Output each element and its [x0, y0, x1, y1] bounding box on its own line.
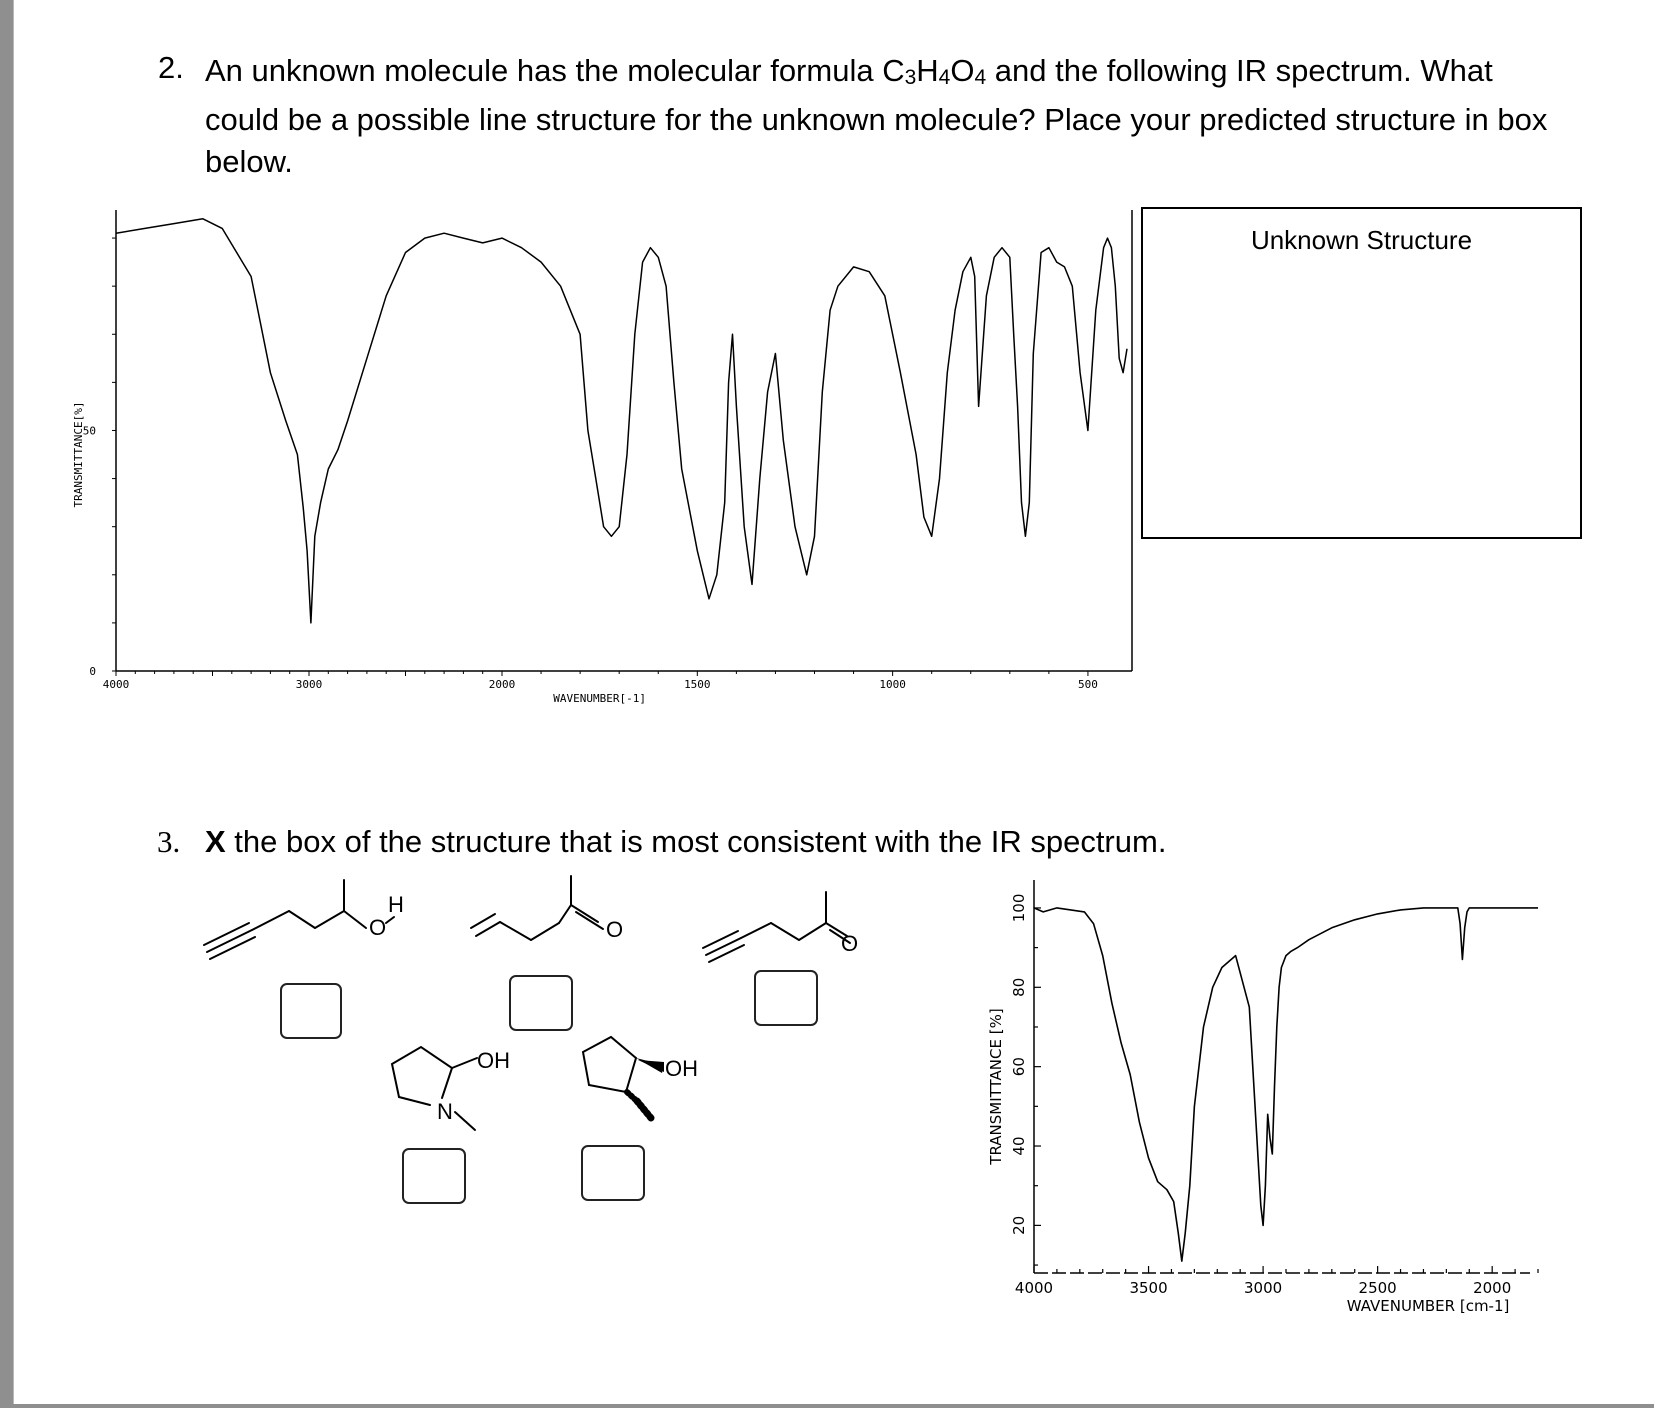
y-tick-label-2: 20 — [1010, 1215, 1028, 1235]
y-tick-label-2: 100 — [1010, 893, 1028, 923]
x-tick-label-1: 500 — [1078, 678, 1098, 691]
ir-spectrum-2 — [964, 880, 1584, 1330]
y-axis-title-1: TRANSMITTANCE[%] — [72, 401, 85, 508]
answer-checkbox-pentenone[interactable] — [509, 975, 573, 1031]
x-tick-label-2: 2500 — [1358, 1279, 1397, 1297]
atom-o-ketone-label-2: O — [841, 931, 859, 956]
question-3-body: the box of the structure that is most consistent with the IR spectrum. — [225, 824, 1167, 859]
structure-pentenone — [471, 876, 603, 940]
y-axis-title-2: TRANSMITTANCE [%] — [987, 1008, 1005, 1165]
answer-checkbox-pentynone[interactable] — [754, 970, 818, 1026]
atom-o-label: O — [369, 915, 387, 940]
atom-n-label: N — [437, 1099, 453, 1124]
answer-checkbox-pentynol[interactable] — [280, 983, 342, 1039]
atom-h-label: H — [388, 892, 404, 917]
x-axis-title-2: WAVENUMBER [cm-1] — [1346, 1297, 1510, 1315]
question-2-number: 2. — [158, 50, 184, 85]
structure-pyrrolidine-methanol — [392, 1047, 477, 1130]
x-tick-label-2: 2000 — [1473, 1279, 1512, 1297]
atom-oh-label-2: OH — [665, 1056, 698, 1081]
answer-checkbox-methylcyclopentanol[interactable] — [581, 1145, 645, 1201]
y-tick-label-1: 0 — [89, 665, 96, 678]
answer-checkbox-pyrrolidine-methanol[interactable] — [402, 1148, 466, 1204]
worksheet-page — [13, 0, 1654, 1404]
question-3-text — [205, 824, 1166, 860]
x-tick-label-1: 4000 — [102, 678, 130, 691]
x-tick-label-2: 3000 — [1243, 1279, 1283, 1297]
x-axis-title-1: WAVENUMBER[-1] — [553, 692, 647, 705]
structure-methylcyclopentanol — [583, 1037, 651, 1118]
question-3-bold-lead: X — [205, 824, 226, 859]
y-tick-label-2: 40 — [1010, 1136, 1028, 1156]
x-tick-label-1: 1000 — [879, 678, 906, 691]
y-tick-label-1: 50 — [82, 424, 96, 438]
x-tick-label-1: 3000 — [295, 678, 323, 691]
x-tick-label-1: 1500 — [684, 678, 711, 691]
x-tick-label-2: 4000 — [1014, 1279, 1054, 1297]
unknown-structure-box[interactable] — [1141, 207, 1582, 539]
unknown-structure-title: Unknown Structure — [1250, 225, 1473, 255]
y-tick-label-2: 60 — [1010, 1057, 1028, 1077]
spectrum-2-trace — [1034, 908, 1538, 1261]
structure-pentynone — [703, 892, 850, 962]
question-2-text: An unknown molecule has the molecular formula $C_3H_4O_4$ and the following IR spectrum. What could be a possible line structure for the unknown molecule? Place your predicted structure in box below. — [205, 53, 1548, 179]
question-3-number: 3. — [157, 824, 181, 859]
atom-o-ketone-label: O — [606, 917, 624, 942]
y-tick-label-2: 80 — [1010, 977, 1028, 997]
x-tick-label-2: 3500 — [1129, 1279, 1168, 1297]
atom-oh-label: OH — [477, 1048, 510, 1073]
molecular-formula: $C_3H_4O_4$ — [882, 53, 987, 89]
x-tick-label-1: 2000 — [488, 678, 516, 691]
structure-pentynol — [204, 880, 394, 959]
